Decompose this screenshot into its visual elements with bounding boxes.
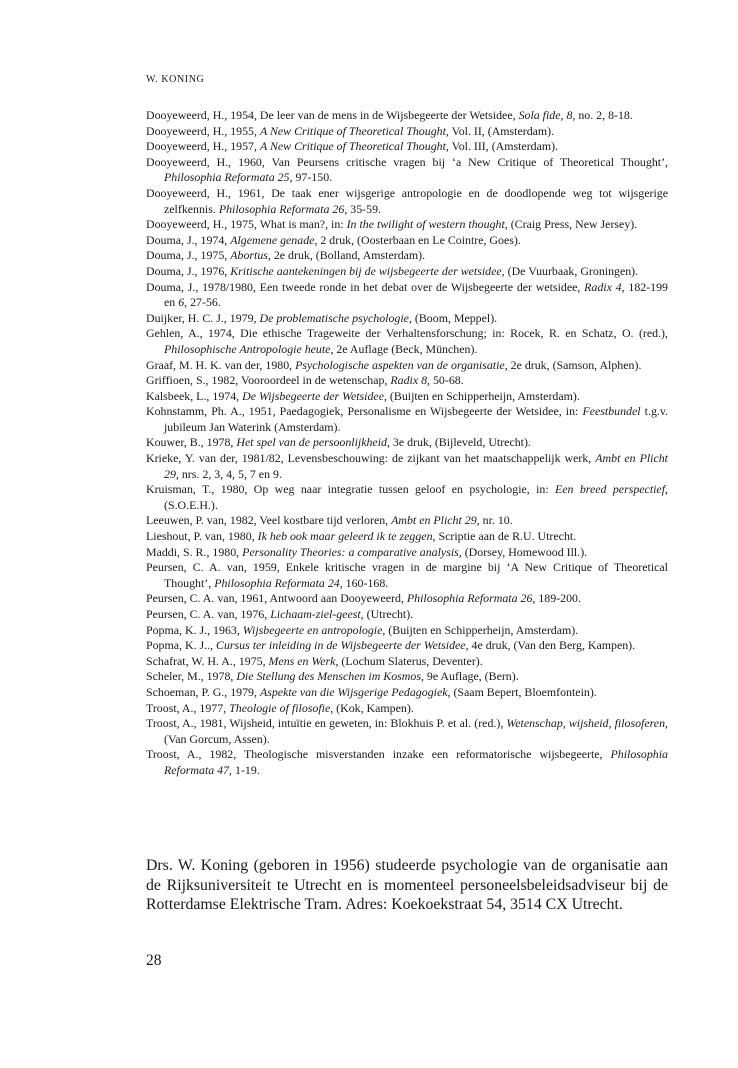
reference-title: In the twilight of western thought xyxy=(346,217,505,232)
reference-text: , (S.O.E.H.). xyxy=(164,482,668,512)
reference-entry xyxy=(146,654,668,670)
running-head: W. KONING xyxy=(146,74,205,85)
reference-text: no. 2, 8-18. xyxy=(575,108,633,122)
reference-entry xyxy=(146,638,668,654)
reference-title: A New Critique of Theoretical Thought xyxy=(259,139,446,154)
reference-text: Douma, J., 1974, xyxy=(146,232,231,247)
reference-text: , (Kok, Kampen). xyxy=(330,700,414,715)
reference-text: Dooyeweerd, H., 1960, Van Peursens critische vragen bij ‘a New Critique of Theoretical Thought’, xyxy=(146,154,668,169)
reference-title: Philosophische Antropologie heute xyxy=(164,341,331,356)
reference-title: Sola fide, 8, xyxy=(518,108,576,122)
reference-text: Kouwer, B., 1978, xyxy=(146,435,237,450)
reference-entry xyxy=(146,233,668,249)
reference-text: , (Lochum Slaterus, Deventer). xyxy=(335,653,483,668)
reference-list xyxy=(146,108,668,779)
reference-title: Algemene genade, xyxy=(230,232,318,247)
reference-text: Peursen, C. A. van, 1961, Antwoord aan Dooyeweerd, xyxy=(146,591,407,606)
reference-text: , (Buijten en Schipperheijn, Amsterdam). xyxy=(383,388,580,403)
reference-entry xyxy=(146,529,668,545)
reference-entry xyxy=(146,716,668,747)
reference-entry xyxy=(146,482,668,513)
reference-entry xyxy=(146,701,668,717)
reference-text: Schafrat, W. H. A., 1975, xyxy=(146,653,269,668)
reference-title: Cursus ter inleiding in de Wijsbegeerte der Wetsidee xyxy=(216,638,466,653)
reference-entry xyxy=(146,358,668,374)
reference-entry xyxy=(146,155,668,186)
reference-text: Peursen, C. A. van, 1959, Enkele kritische vragen in de margine bij ‘A New Critique of Theoretical Thought’, xyxy=(146,560,668,590)
reference-title: Radix 8, xyxy=(390,373,431,388)
reference-text: 1-19. xyxy=(232,762,260,777)
reference-text: , 189-200. xyxy=(532,591,581,606)
reference-text: Troost, A., 1981, Wijsheid, intuïtie en geweten, in: Blokhuis P. et al. (red.), xyxy=(146,716,507,731)
reference-title: Philosophia Reformata 25, xyxy=(164,170,293,185)
reference-text: , Scriptie aan de R.U. Utrecht. xyxy=(432,529,577,544)
reference-text: Peursen, C. A. van, 1976, xyxy=(146,607,271,621)
reference-text: , 4e druk, (Van den Berg, Kampen). xyxy=(465,638,636,653)
reference-title: Wijsbegeerte en antropologie xyxy=(242,622,383,637)
reference-title: Wetenschap, wijsheid, filosoferen xyxy=(506,716,666,731)
reference-text: Dooyeweerd, H., 1955, xyxy=(146,123,260,138)
reference-entry xyxy=(146,186,668,217)
reference-title: Die Stellung des Menschen im Kosmos xyxy=(236,669,421,684)
reference-title: Feestbundel xyxy=(582,404,641,419)
reference-entry xyxy=(146,264,668,280)
reference-title: De Wijsbegeerte der Wetsidee xyxy=(242,388,384,403)
reference-text: Maddi, S. R., 1980, xyxy=(146,544,243,559)
reference-title: Philosophia Reformata 26 xyxy=(406,591,533,606)
reference-text: , (Boom, Meppel). xyxy=(408,310,498,325)
reference-title: 6 xyxy=(178,295,185,310)
reference-text: 2 druk, (Oosterbaan en Le Cointre, Goes). xyxy=(317,232,521,247)
reference-text: Popma, K. J.., xyxy=(146,638,217,653)
reference-title: A New Critique of Theoretical Thought xyxy=(259,123,446,138)
reference-text: Kohnstamm, Ph. A., 1951, Paedagogiek, Personalisme en Wijsbegeerte der Wetsidee, in: xyxy=(146,404,583,419)
reference-entry xyxy=(146,311,668,327)
reference-title: Mens en Werk xyxy=(268,653,336,668)
reference-text: , (Buijten en Schipperheijn, Amsterdam). xyxy=(382,622,579,637)
reference-entry xyxy=(146,747,668,778)
reference-title: Ambt en Plicht 29, xyxy=(391,513,480,528)
reference-entry xyxy=(146,607,668,623)
reference-text: Lieshout, P. van, 1980, xyxy=(146,529,258,544)
reference-title: Philosophia Reformata 47, xyxy=(164,747,668,777)
reference-entry xyxy=(146,545,668,561)
reference-text: , (Saam Bepert, Bloemfontein). xyxy=(447,684,597,699)
reference-entry xyxy=(146,513,668,529)
reference-text: (De Vuurbaak, Groningen). xyxy=(504,263,639,278)
reference-text: Douma, J., 1978/1980, Een tweede ronde in het debat over de Wijsbegeerte der wetsidee, xyxy=(146,279,585,294)
reference-title: Radix 4 xyxy=(584,279,622,294)
reference-text: , Vol. II, (Amsterdam). xyxy=(445,123,555,138)
reference-text: Troost, A., 1982, Theologische misverstanden inzake een reformatorische wijsbegeerte, xyxy=(146,747,611,762)
reference-text: Kruisman, T., 1980, Op weg naar integratie tussen geloof en psychologie, in: xyxy=(146,482,556,497)
reference-text: Scheler, M., 1978, xyxy=(146,669,237,684)
reference-text: Dooyeweerd, H., 1954, De leer van de mens in de Wijsbegeerte der Wetsidee, xyxy=(146,108,519,122)
reference-text: Krieke, Y. van der, 1981/82, Levensbeschouwing: de zijkant van het maatschappelijk werk, xyxy=(146,451,596,466)
reference-text: , Vol. III, (Amsterdam). xyxy=(445,139,559,154)
reference-entry xyxy=(146,435,668,451)
reference-text: Troost, A., 1977, xyxy=(146,700,230,715)
reference-text: Dooyeweerd, H., 1961, De taak ener wijsgerige antropologie en de doodlopende weg tot wijsgerige zelfkennis. xyxy=(146,185,668,216)
reference-entry xyxy=(146,373,668,389)
reference-title: Philosophia Reformata 24, xyxy=(214,575,343,590)
reference-text: nrs. 2, 3, 4, 5, 7 en 9. xyxy=(178,466,282,481)
reference-entry xyxy=(146,139,668,155)
reference-text: , 3e druk, (Bijleveld, Utrecht). xyxy=(386,435,531,450)
reference-text: , (Van Gorcum, Assen). xyxy=(164,716,669,746)
reference-title: Ik heb ook maar geleerd ik te zeggen xyxy=(257,529,433,544)
reference-title: Lichaam-ziel-geest xyxy=(270,607,361,621)
reference-text: , (Craig Press, New Jersey). xyxy=(504,217,638,232)
reference-title: Ambt en Plicht 29, xyxy=(164,451,668,481)
reference-entry xyxy=(146,389,668,405)
reference-title: Psychologische aspekten van de organisatie xyxy=(295,357,505,372)
reference-text: , 182-199 en xyxy=(164,279,669,310)
reference-entry xyxy=(146,591,668,607)
reference-title: Philosophia Reformata 26, xyxy=(218,201,348,216)
reference-text: 160-168. xyxy=(342,575,389,590)
reference-text: Kalsbeek, L., 1974, xyxy=(146,388,243,403)
reference-title: Aspekte van die Wijsgerige Pedagogiek xyxy=(259,684,448,699)
reference-text: , (Dorsey, Homewood Ill.). xyxy=(458,544,588,559)
reference-text: , 2e druk, (Bolland, Amsterdam). xyxy=(267,248,426,263)
reference-text: 35-59. xyxy=(347,201,381,216)
page-number: 28 xyxy=(146,952,162,969)
reference-text: Popma, K. J., 1963, xyxy=(146,622,243,637)
reference-text: nr. 10. xyxy=(479,513,513,528)
reference-title: Een breed perspectief xyxy=(555,482,666,497)
reference-title: Theologie of filosofie xyxy=(229,700,331,715)
reference-text: , 2e Auflage (Beck, München). xyxy=(330,341,478,356)
reference-entry xyxy=(146,248,668,264)
reference-text: Griffioen, S., 1982, Vooroordeel in de wetenschap, xyxy=(146,373,391,388)
reference-text: t.g.v. jubileum Jan Waterink (Amsterdam). xyxy=(164,404,669,434)
reference-entry xyxy=(146,280,668,311)
reference-text: Douma, J., 1976, xyxy=(146,263,231,278)
reference-entry xyxy=(146,669,668,685)
reference-text: , 27-56. xyxy=(184,295,221,310)
reference-entry xyxy=(146,560,668,591)
reference-text: , 9e Auflage, (Bern). xyxy=(420,669,519,684)
reference-entry xyxy=(146,108,668,124)
reference-entry xyxy=(146,217,668,233)
reference-text: Graaf, M. H. K. van der, 1980, xyxy=(146,357,296,372)
reference-entry xyxy=(146,124,668,140)
reference-title: Kritische aantekeningen bij de wijsbegeerte der wetsidee, xyxy=(230,263,505,278)
reference-text: Dooyeweerd, H., 1957, xyxy=(146,139,260,154)
reference-title: Personality Theories: a comparative analysis xyxy=(242,544,459,559)
reference-text: Douma, J., 1975, xyxy=(146,248,231,263)
reference-entry xyxy=(146,404,668,435)
reference-text: Dooyeweerd, H., 1975, What is man?, in: xyxy=(146,217,347,232)
reference-entry xyxy=(146,326,668,357)
reference-title: De problematische psychologie xyxy=(259,310,409,325)
reference-entry xyxy=(146,623,668,639)
reference-title: Het spel van de persoonlijkheid xyxy=(236,435,387,450)
reference-text: , (Utrecht). xyxy=(360,607,414,621)
author-bio: Drs. W. Koning (geboren in 1956) studeerde psychologie van de organisatie aan de Rijksuniversiteit te Utrecht en is momenteel personeelsbeleidsadviseur bij de Rotterdamse Elektrische Tram. Adres: Koekoekstraat 54, 3514 CX Utrecht. xyxy=(146,857,668,914)
reference-text: Leeuwen, P. van, 1982, Veel kostbare tijd verloren, xyxy=(146,513,392,528)
reference-text: Schoeman, P. G., 1979, xyxy=(146,684,260,699)
reference-text: 50-68. xyxy=(430,373,464,388)
reference-title: Abortus xyxy=(230,248,268,263)
reference-text: , 2e druk, (Samson, Alphen). xyxy=(504,357,642,372)
reference-entry xyxy=(146,685,668,701)
reference-text: Gehlen, A., 1974, Die ethische Trageweite der Verhaltensforschung; in: Rocek, R. en Schatz, O. (red.), xyxy=(146,326,668,341)
reference-text: 97-150. xyxy=(292,170,333,185)
reference-text: Duijker, H. C. J., 1979, xyxy=(146,310,260,325)
reference-entry xyxy=(146,451,668,482)
